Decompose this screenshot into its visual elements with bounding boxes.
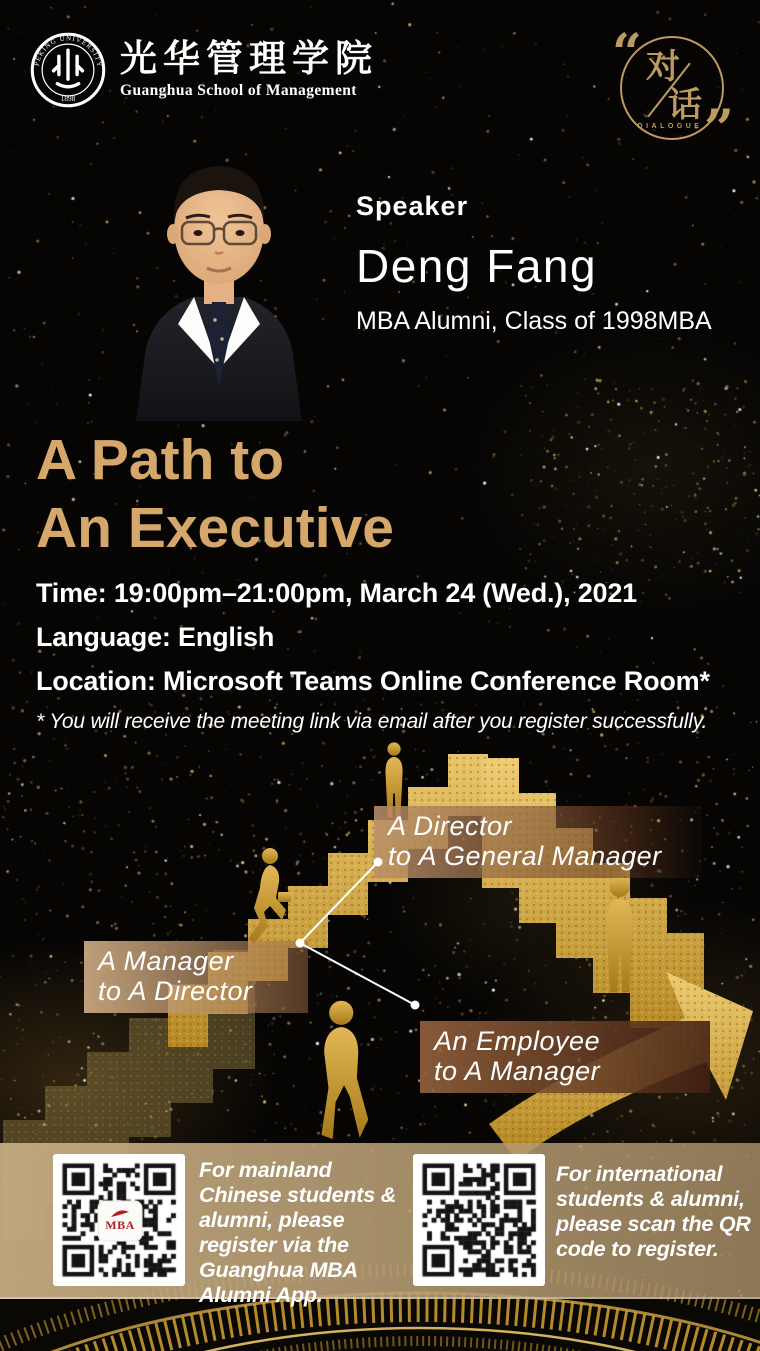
speaker-photo [108, 134, 330, 421]
seal-ring-text: PEKING UNIVERSITY [33, 35, 103, 69]
mba-badge-text: MBA [105, 1218, 135, 1232]
event-title [36, 426, 394, 562]
event-details [36, 578, 710, 734]
event-title-line2: An Executive [36, 496, 394, 560]
detail-time: Time: 19:00pm–21:00pm, March 24 (Wed.), 2021 [36, 578, 637, 608]
stair-label-line: A Manager [98, 946, 234, 976]
stair-label-line: A Director [388, 811, 513, 841]
mainland-registration-text: For mainland Chinese students & alumni, please register via the Guanghua MBA Alumni App. [199, 1158, 397, 1307]
dialogue-char-bottom: 话 [668, 85, 702, 125]
guanghua-logo-lockup [30, 32, 378, 108]
open-quote-icon: “ [612, 23, 642, 84]
dialogue-wordmark: DIALOGUE [637, 123, 703, 130]
registration-footer [0, 1143, 760, 1307]
seal-tower-glyph [54, 50, 83, 86]
mba-app-logo [99, 1202, 141, 1240]
mba-leaf-icon [110, 1209, 130, 1218]
qr-code-international [413, 1154, 545, 1286]
qr-code-mainland [53, 1154, 185, 1286]
speaker-affiliation: MBA Alumni, Class of 1998MBA [356, 307, 712, 335]
speaker-block [356, 191, 712, 336]
event-title-line1: A Path to [36, 428, 285, 492]
dialogue-char-top: 对 [646, 47, 680, 87]
gold-staircase-descending [482, 758, 704, 1063]
qr-code-international-canvas [418, 1159, 540, 1281]
stair-label-line: to A Director [98, 976, 253, 1006]
school-name-english: Guanghua School of Management [120, 81, 357, 99]
seal-year: 1898 [60, 95, 76, 104]
school-name-chinese: 光华管理学院 [120, 37, 378, 81]
close-quote-icon: ” [704, 99, 734, 160]
detail-language: Language: English [36, 622, 275, 652]
stair-label-line: An Employee [434, 1026, 601, 1056]
detail-registration-note: * You will receive the meeting link via email after you register successfully. [36, 710, 708, 733]
speaker-name: Deng Fang [356, 240, 598, 292]
international-registration-text: For international students & alumni, please scan the QR code to register. [556, 1162, 751, 1261]
detail-location: Location: Microsoft Teams Online Conference Room* [36, 666, 710, 696]
stair-label-manager-to-director [84, 941, 308, 1013]
dialogue-logo [612, 23, 752, 160]
walking-man-icon [321, 1001, 368, 1139]
peking-university-seal-icon [30, 32, 106, 108]
stair-label-line: to A Manager [434, 1056, 601, 1086]
speaker-label: Speaker [356, 191, 469, 221]
stair-label-director-to-gm [374, 806, 702, 878]
stair-label-employee-to-manager [420, 1021, 710, 1093]
stair-label-line: to A General Manager [388, 841, 662, 871]
